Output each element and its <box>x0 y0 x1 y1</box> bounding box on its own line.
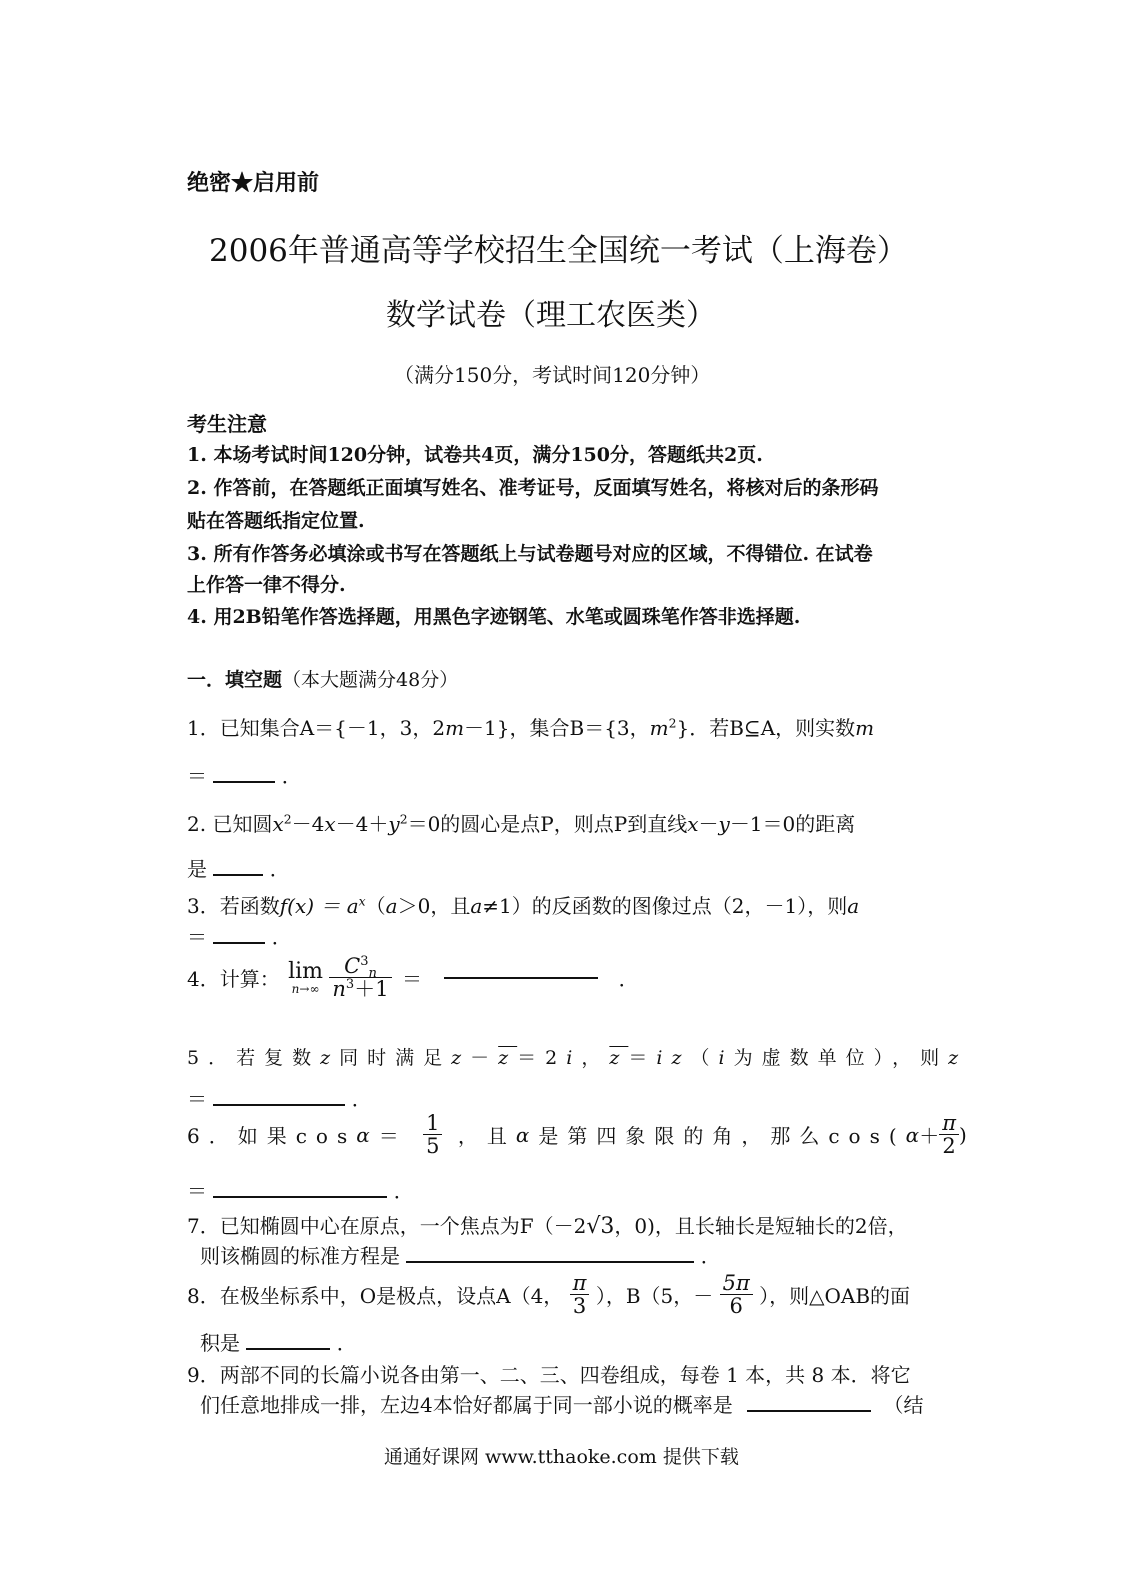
answer-blank-4[interactable] <box>444 977 598 979</box>
notice-item-4: 4. 用2B铅笔作答选择题，用黑色字迹钢笔、水笔或圆珠笔作答非选择题. <box>187 606 801 628</box>
exam-subtitle: 数学试卷（理工农医类） <box>386 298 716 333</box>
limit-operator: lim n→∞ <box>288 958 324 996</box>
notice-item-2-cont: 贴在答题纸指定位置. <box>187 510 365 532</box>
question-9-cont: 们任意地排成一排，左边4本恰好都属于同一部小说的概率是 （结 <box>200 1393 924 1417</box>
question-7: 7．已知椭圆中心在原点，一个焦点为F（－2√3，0)，且长轴长是短轴长的2倍， <box>187 1214 908 1239</box>
question-4: 4．计算： lim n→∞ $\frac{C^3_n}{n^3+1}$ ＝ ． <box>187 954 639 1002</box>
notice-item-3: 3. 所有作答务必填涂或书写在答题纸上与试卷题号对应的区域，不得错位. 在试卷 <box>187 543 873 565</box>
question-7-answer: 则该椭圆的标准方程是 ． <box>200 1244 721 1268</box>
answer-blank-6[interactable] <box>213 1196 387 1198</box>
fraction-pi-half: $\frac{\pi}{2}$ <box>939 1112 959 1157</box>
score-note: （满分150分，考试时间120分钟） <box>394 363 711 387</box>
question-9: 9．两部不同的长篇小说各由第一、二、三、四卷组成，每卷 1 本，共 8 本．将它 <box>187 1363 911 1387</box>
answer-blank-1[interactable] <box>213 781 275 783</box>
question-3: 3．若函数$f(x) = a^x(a>0$，且a≠1）的反函数的图像过点（2，－1），则a <box>187 893 860 918</box>
question-2-answer: 是 ． <box>187 857 290 881</box>
fraction-pi-third: $\frac{\pi}{3}$ <box>570 1272 590 1317</box>
notice-item-1: 1. 本场考试时间120分钟，试卷共4页，满分150分，答题纸共2页. <box>187 444 763 466</box>
question-5-answer: ＝ ． <box>187 1087 372 1111</box>
question-1-answer: ＝ ． <box>187 764 302 788</box>
answer-blank-2[interactable] <box>213 874 263 876</box>
question-8: 8．在极坐标系中，O是极点，设点A（4， $\frac{\pi}{3}$ ），B（5，－ $\frac{5\pi}{6}$ ），则△OAB的面 <box>187 1271 911 1319</box>
question-2: 2. 已知圆$x^2-4x-4+y^2=0$的圆心是点P，则点P到直线x－y－1＝0的距离 <box>187 811 856 836</box>
notice-item-3-cont: 上作答一律不得分. <box>187 574 346 596</box>
exam-title: 2006年普通高等学校招生全国统一考试（上海卷） <box>209 233 908 269</box>
answer-blank-7[interactable] <box>406 1261 694 1263</box>
section-1-title: 一．填空题 <box>187 669 283 691</box>
question-1: 1．已知集合A＝{－1，3，2m－1}，集合B＝{3，$m^2$}．若B⊆A，则实数m <box>187 715 875 740</box>
section-1-note: （本大题满分48分） <box>282 669 459 691</box>
fraction-one-fifth: $\frac{1}{5}$ <box>423 1112 442 1157</box>
notice-heading: 考生注意 <box>187 412 267 436</box>
answer-blank-9[interactable] <box>747 1410 871 1412</box>
question-6: 6．如果cosα＝ $\frac{1}{5}$ ，且α是第四象限的角，那么cos(α＋ $\frac{\pi}{2}$ ) <box>187 1111 967 1159</box>
question-6-answer: ＝ ． <box>187 1179 414 1203</box>
secret-label: 绝密★启用前 <box>187 170 320 196</box>
limit-fraction: $\frac{C^3_n}{n^3+1}$ <box>329 955 391 1000</box>
answer-blank-5[interactable] <box>213 1104 345 1106</box>
footer-source: 通通好课网 www.tthaoke.com 提供下载 <box>384 1446 739 1468</box>
notice-item-2: 2. 作答前，在答题纸正面填写姓名、准考证号，反面填写姓名，将核对后的条形码 <box>187 477 879 499</box>
answer-blank-3[interactable] <box>213 942 265 944</box>
section-1-heading <box>187 665 458 692</box>
question-3-answer: ＝ ． <box>187 925 292 949</box>
question-5: 5．若复数z同时满足$z-\overline{z}=2i$，$\overline{z}=iz(i$为虚数单位），则z <box>187 1047 968 1069</box>
answer-blank-8[interactable] <box>246 1348 330 1350</box>
fraction-five-pi-sixth: $\frac{5\pi}{6}$ <box>720 1272 753 1317</box>
question-8-answer: 积是 ． <box>200 1331 357 1355</box>
